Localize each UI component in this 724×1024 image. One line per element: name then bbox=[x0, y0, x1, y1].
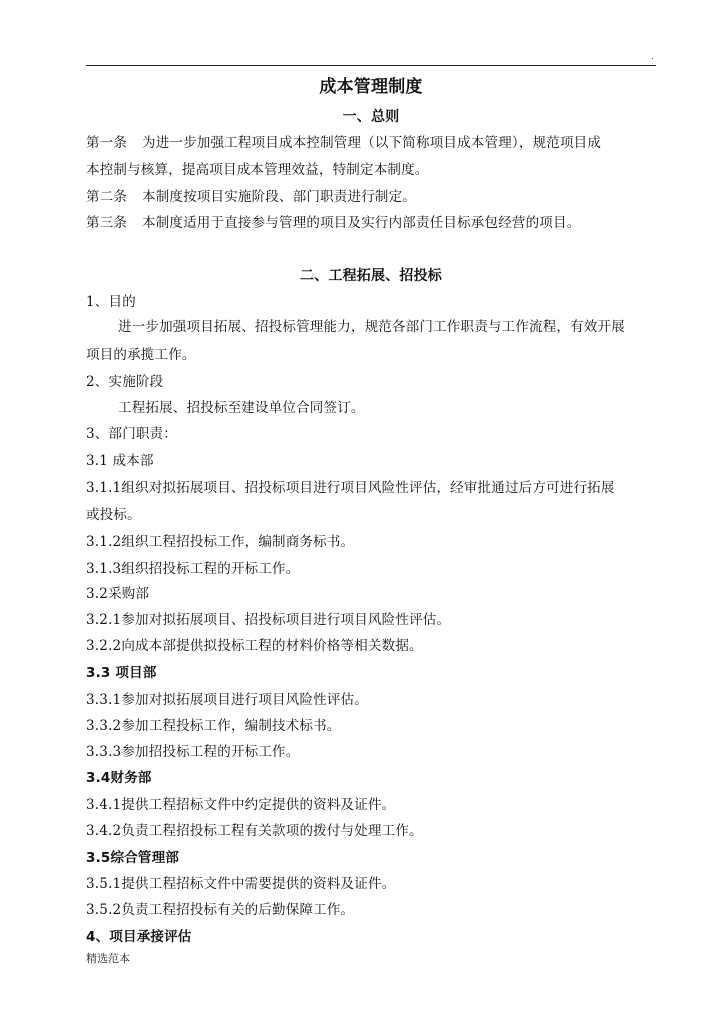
header-rule bbox=[86, 65, 656, 66]
dept-5-item-2: 3.5.2负责工程招投标有关的后勤保障工作。 bbox=[86, 902, 355, 918]
article-1-line-2: 本控制与核算，提高项目成本管理效益，特制定本制度。 bbox=[86, 162, 429, 178]
dept-3-item-1: 3.3.1参加对拟拓展项目进行项目风险性评估。 bbox=[86, 692, 368, 708]
dept-5-title: 3.5综合管理部 bbox=[86, 850, 180, 866]
document-title: 成本管理制度 bbox=[319, 77, 423, 97]
article-3-text: 本制度适用于直接参与管理的项目及实行内部责任目标承包经营的项目。 bbox=[142, 215, 581, 231]
dept-4-item-1: 3.4.1提供工程招标文件中约定提供的资料及证件。 bbox=[86, 797, 396, 813]
article-1-label: 第一条 bbox=[86, 135, 128, 151]
stage-title: 2、实施阶段 bbox=[86, 374, 164, 390]
dept-1-item-1-cont: 或投标。 bbox=[86, 507, 141, 523]
dept-2-item-1: 3.2.1参加对拟拓展项目、招投标项目进行项目风险性评估。 bbox=[86, 612, 451, 628]
dept-3-title: 3.3 项目部 bbox=[86, 665, 157, 681]
article-2-text: 本制度按项目实施阶段、部门职责进行制定。 bbox=[142, 189, 416, 205]
purpose-title: 1、目的 bbox=[86, 294, 136, 310]
dept-2-item-2: 3.2.2向成本部提供拟投标工程的材料价格等相关数据。 bbox=[86, 638, 423, 654]
article-1-text: 为进一步加强工程项目成本控制管理（以下简称项目成本管理），规范项目成 bbox=[142, 135, 602, 151]
dept-1-item-2: 3.1.2组织工程招投标工作，编制商务标书。 bbox=[86, 534, 355, 550]
duty-title: 3、部门职责： bbox=[86, 426, 177, 442]
footer-text: 精选范本 bbox=[86, 952, 130, 965]
assess-title: 4、项目承接评估 bbox=[86, 929, 192, 945]
dept-3-item-3: 3.3.3参加招投标工程的开标工作。 bbox=[86, 744, 300, 760]
article-1-line-1 bbox=[86, 134, 658, 152]
header-mark: . bbox=[651, 52, 654, 62]
section2-heading: 二、工程拓展、招投标 bbox=[300, 268, 442, 284]
dept-2-title: 3.2采购部 bbox=[86, 586, 150, 602]
purpose-line-1: 进一步加强项目拓展、招投标管理能力，规范各部门工作职责与工作流程，有效开展 bbox=[118, 319, 625, 335]
dept-4-title: 3.4财务部 bbox=[86, 770, 152, 786]
dept-3-item-2: 3.3.2参加工程投标工作，编制技术标书。 bbox=[86, 718, 341, 734]
dept-4-item-2: 3.4.2负责工程招投标工程有关款项的拨付与处理工作。 bbox=[86, 823, 423, 839]
article-3 bbox=[86, 214, 658, 232]
article-2-label: 第二条 bbox=[86, 189, 128, 205]
dept-1-title: 3.1 成本部 bbox=[86, 453, 154, 469]
article-2 bbox=[86, 188, 658, 206]
stage-text: 工程拓展、招投标至建设单位合同签订。 bbox=[118, 400, 365, 416]
dept-1-item-1: 3.1.1组织对拟拓展项目、招投标项目进行项目风险性评估，经审批通过后方可进行拓展 bbox=[86, 480, 615, 496]
article-3-label: 第三条 bbox=[86, 215, 128, 231]
dept-1-item-3: 3.1.3组织招投标工程的开标工作。 bbox=[86, 561, 300, 577]
section1-heading: 一、总则 bbox=[342, 109, 400, 125]
dept-5-item-1: 3.5.1提供工程招标文件中需要提供的资料及证件。 bbox=[86, 876, 396, 892]
purpose-line-2: 项目的承揽工作。 bbox=[86, 347, 196, 363]
